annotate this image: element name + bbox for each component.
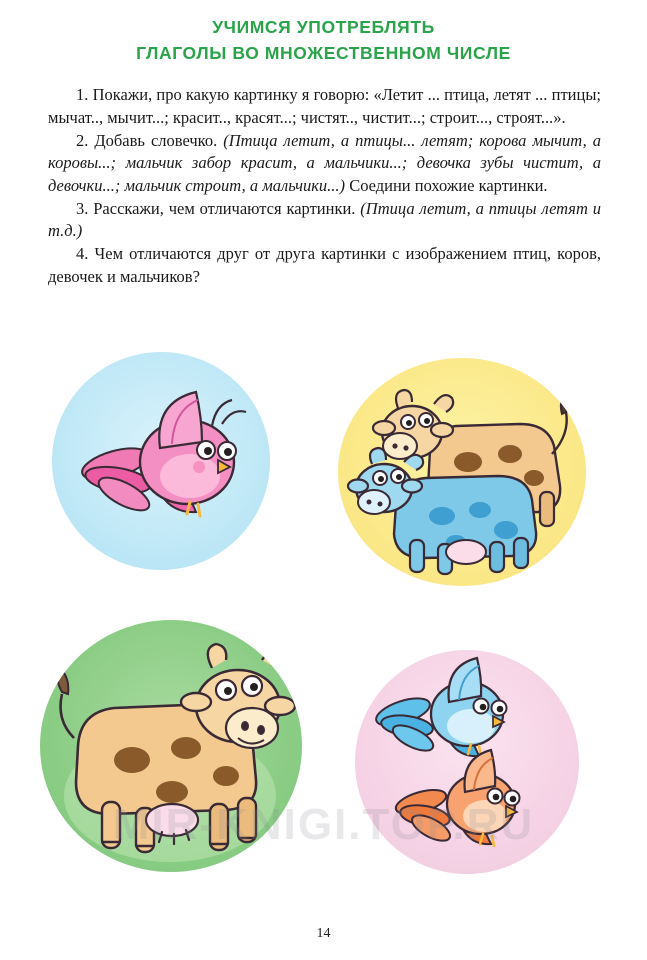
- page-title: [0, 14, 647, 66]
- page-number: 14: [316, 926, 331, 941]
- single-cow-illustration: [40, 620, 302, 872]
- two-cows-illustration: [338, 358, 586, 586]
- two-birds-illustration: [355, 650, 579, 874]
- task-3-intro: 3. Расскажи, чем отличаются картинки.: [76, 198, 361, 218]
- illustration-area: [0, 330, 647, 910]
- flying-bird-illustration: [52, 352, 270, 570]
- task-4: 4. Чем отличаются друг от друга картинки с изображением птиц, коров, девочек и мальчиков?: [48, 244, 601, 286]
- circle-mooing-cows: [338, 358, 586, 586]
- title-line-1: УЧИМСЯ УПОТРЕБЛЯТЬ: [212, 17, 435, 37]
- title-line-2: ГЛАГОЛЫ ВО МНОЖЕСТВЕННОМ ЧИСЛЕ: [136, 43, 511, 63]
- task-2: [48, 130, 601, 198]
- task-3: [48, 198, 601, 243]
- task-2-outro: Соедини похожие картинки.: [345, 175, 548, 195]
- task-2-intro: 2. Добавь словечко.: [76, 130, 224, 150]
- task-1: 1. Покажи, про какую картинку я говорю: «Летит ... птица, летят ... птицы; мычат.., мычит...; красит.., красят...; чистят.., чистит...; строит..., строят...».: [48, 85, 601, 127]
- circle-flying-birds: [355, 650, 579, 874]
- task-2-examples: (Птица летит, а птицы... летят; корова мычит, а коровы...; мальчик забор красит, а мальчики...; девочка зубы чистит, а девочки...; мальчик строит, а мальчики...): [48, 130, 601, 195]
- task-3-examples: (Птица летит, а птицы летят и т.д.): [48, 198, 601, 240]
- circle-flying-bird: [52, 352, 270, 570]
- circle-mooing-cow: [40, 620, 302, 872]
- watermark: MIR-KNIGI.TOP.RU: [112, 800, 535, 849]
- instructions-body: [48, 84, 601, 289]
